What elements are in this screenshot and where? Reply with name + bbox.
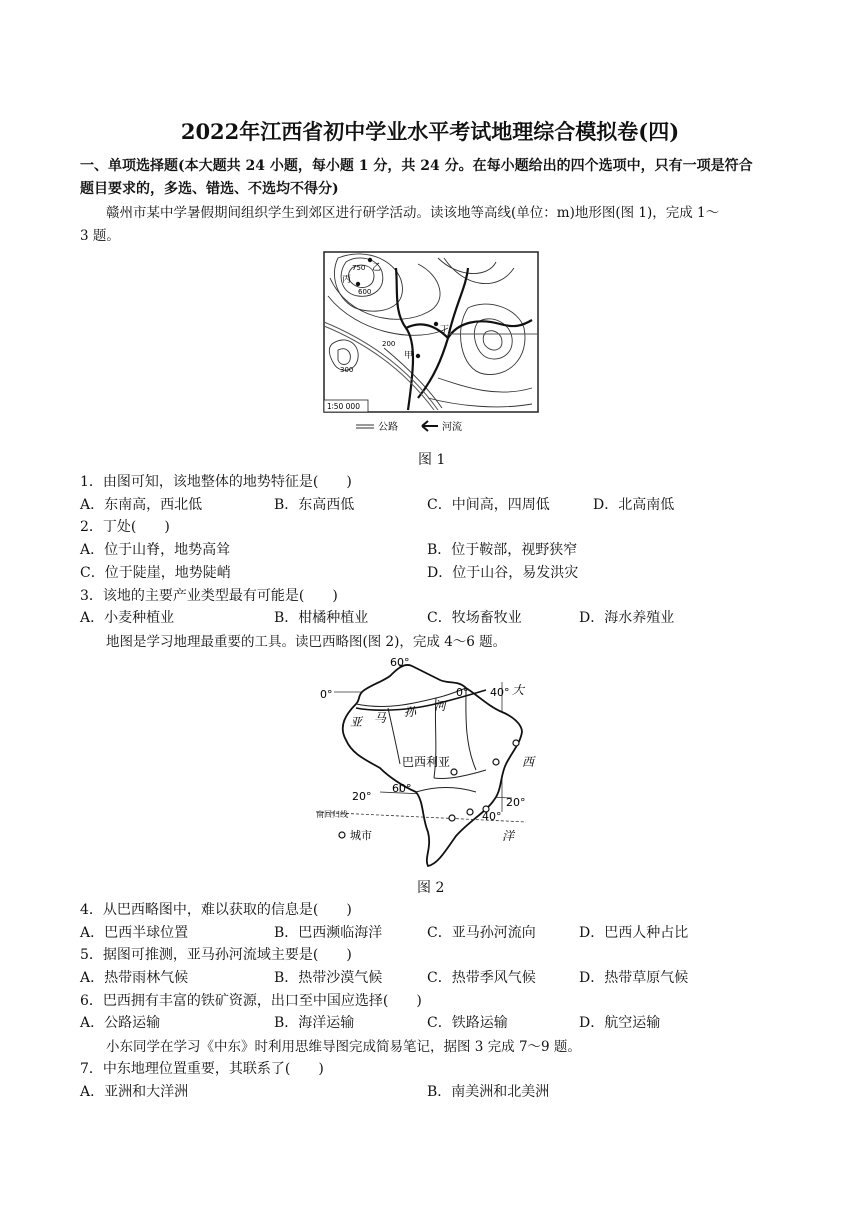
q6-stem: 6．巴西拥有丰富的铁矿资源，出口至中国应选择( ) (80, 993, 422, 1009)
q4-option-d: D．巴西人种占比 (579, 925, 689, 941)
q5-option-b: B．热带沙漠气候 (274, 970, 383, 986)
lon-60-top: 60° (390, 656, 410, 669)
q1-option-d: D．北高南低 (593, 497, 675, 513)
lat-0-right: 0° (456, 686, 469, 699)
q6-option-a: A．公路运输 (80, 1015, 161, 1031)
q3-option-c: C．牧场畜牧业 (427, 610, 522, 626)
map-legend (356, 420, 462, 433)
q4-option-b: B．巴西濒临海洋 (274, 925, 383, 941)
q2-stem: 2．丁处( ) (80, 519, 170, 535)
q2-option-a: A．位于山脊，地势高耸 (80, 542, 231, 558)
lon-40-bottom: 40° (482, 810, 502, 823)
q5-option-c: C．热带季风气候 (427, 970, 536, 986)
label-yi: 乙 (372, 263, 382, 273)
contour-map-figure (318, 248, 544, 436)
river-label-ma: 马 (374, 711, 387, 725)
figure-1-caption: 图 1 (418, 452, 446, 468)
q7-stem: 7．中东地理位置重要，其联系了( ) (80, 1061, 324, 1077)
label-bing: 丙 (342, 275, 352, 285)
intro-1: 赣州市某中学暑假期间组织学生到郊区进行研学活动。读该地等高线(单位：m)地形图(图 1)，完成 1～ (106, 205, 720, 221)
q1-option-b: B．东高西低 (274, 497, 355, 513)
river-label-ya: 亚 (350, 715, 363, 729)
q6-option-b: B．海洋运输 (274, 1015, 355, 1031)
tropic-label: 南回归线 (316, 810, 348, 819)
lat-0-left: 0° (320, 688, 333, 701)
q3-stem: 3．该地的主要产业类型最有可能是( ) (80, 588, 338, 604)
map-scale: 1∶50 000 (327, 402, 360, 411)
q4-option-a: A．巴西半球位置 (80, 925, 189, 941)
q1-option-c: C．中间高，四周低 (427, 497, 550, 513)
section-heading-cont: 题目要求的，多选、错选、不选均不得分) (80, 181, 339, 197)
q5-stem: 5．据图可推测，亚马孙河流域主要是( ) (80, 947, 352, 963)
label-jia: 甲 (404, 351, 414, 361)
legend-road: 公路 (378, 422, 398, 433)
section-heading: 一、单项选择题(本大题共 24 小题，每小题 1 分，共 24 分。在每小题给出的四个选项中，只有一项是符合 (80, 158, 753, 174)
q5-option-d: D．热带草原气候 (579, 970, 689, 986)
q6-option-c: C．铁路运输 (427, 1015, 508, 1031)
q3-option-b: B．柑橘种植业 (274, 610, 369, 626)
label-300: 300 (340, 366, 354, 374)
ocean-label-da: 大 (512, 683, 525, 697)
map-frame (324, 252, 538, 412)
q6-option-d: D．航空运输 (579, 1015, 661, 1031)
q2-option-c: C．位于陡崖，地势陡峭 (80, 565, 231, 581)
q7-option-b: B．南美洲和北美洲 (427, 1084, 550, 1100)
ocean-label-xi: 西 (522, 755, 535, 769)
q5-option-a: A．热带雨林气候 (80, 970, 189, 986)
q2-option-d: D．位于山谷，易发洪灾 (427, 565, 579, 581)
q2-option-b: B．位于鞍部，视野狭窄 (427, 542, 578, 558)
legend-river: 河流 (442, 422, 462, 433)
river-label-he: 河 (434, 699, 447, 713)
city-legend-icon (339, 832, 345, 838)
label-600: 600 (358, 288, 372, 296)
q3-option-d: D．海水养殖业 (579, 610, 675, 626)
capital-label: 巴西利亚 (402, 755, 451, 769)
q4-option-c: C．亚马孙河流向 (427, 925, 536, 941)
lat-20-right: 20° (506, 796, 526, 809)
lat-20-left: 20° (352, 790, 372, 803)
q1-stem: 1．由图可知，该地整体的地势特征是( ) (80, 474, 352, 490)
label-200: 200 (382, 340, 396, 348)
q3-option-a: A．小麦种植业 (80, 610, 175, 626)
q1-option-a: A．东南高，西北低 (80, 497, 203, 513)
label-750: 750 (352, 264, 366, 272)
q4-stem: 4．从巴西略图中，难以获取的信息是( ) (80, 902, 352, 918)
intro-2: 地图是学习地理最重要的工具。读巴西略图(图 2)，完成 4～6 题。 (106, 634, 507, 650)
page-title: 2022年江西省初中学业水平考试地理综合模拟卷(四) (180, 119, 680, 144)
lon-40-top: 40° (490, 686, 510, 699)
intro-1-cont: 3 题。 (80, 228, 120, 244)
river-label-sun: 孙 (404, 705, 417, 719)
figure-2-caption: 图 2 (417, 880, 445, 896)
legend-city: 城市 (350, 829, 372, 842)
lon-60-bottom: 60° (392, 782, 412, 795)
brazil-map-figure (316, 652, 546, 870)
ocean-label-yang: 洋 (502, 829, 515, 843)
label-ding: 丁 (440, 325, 450, 335)
intro-3: 小东同学在学习《中东》时利用思维导图完成简易笔记，据图 3 完成 7～9 题。 (106, 1039, 581, 1055)
q7-option-a: A．亚洲和大洋洲 (80, 1084, 189, 1100)
